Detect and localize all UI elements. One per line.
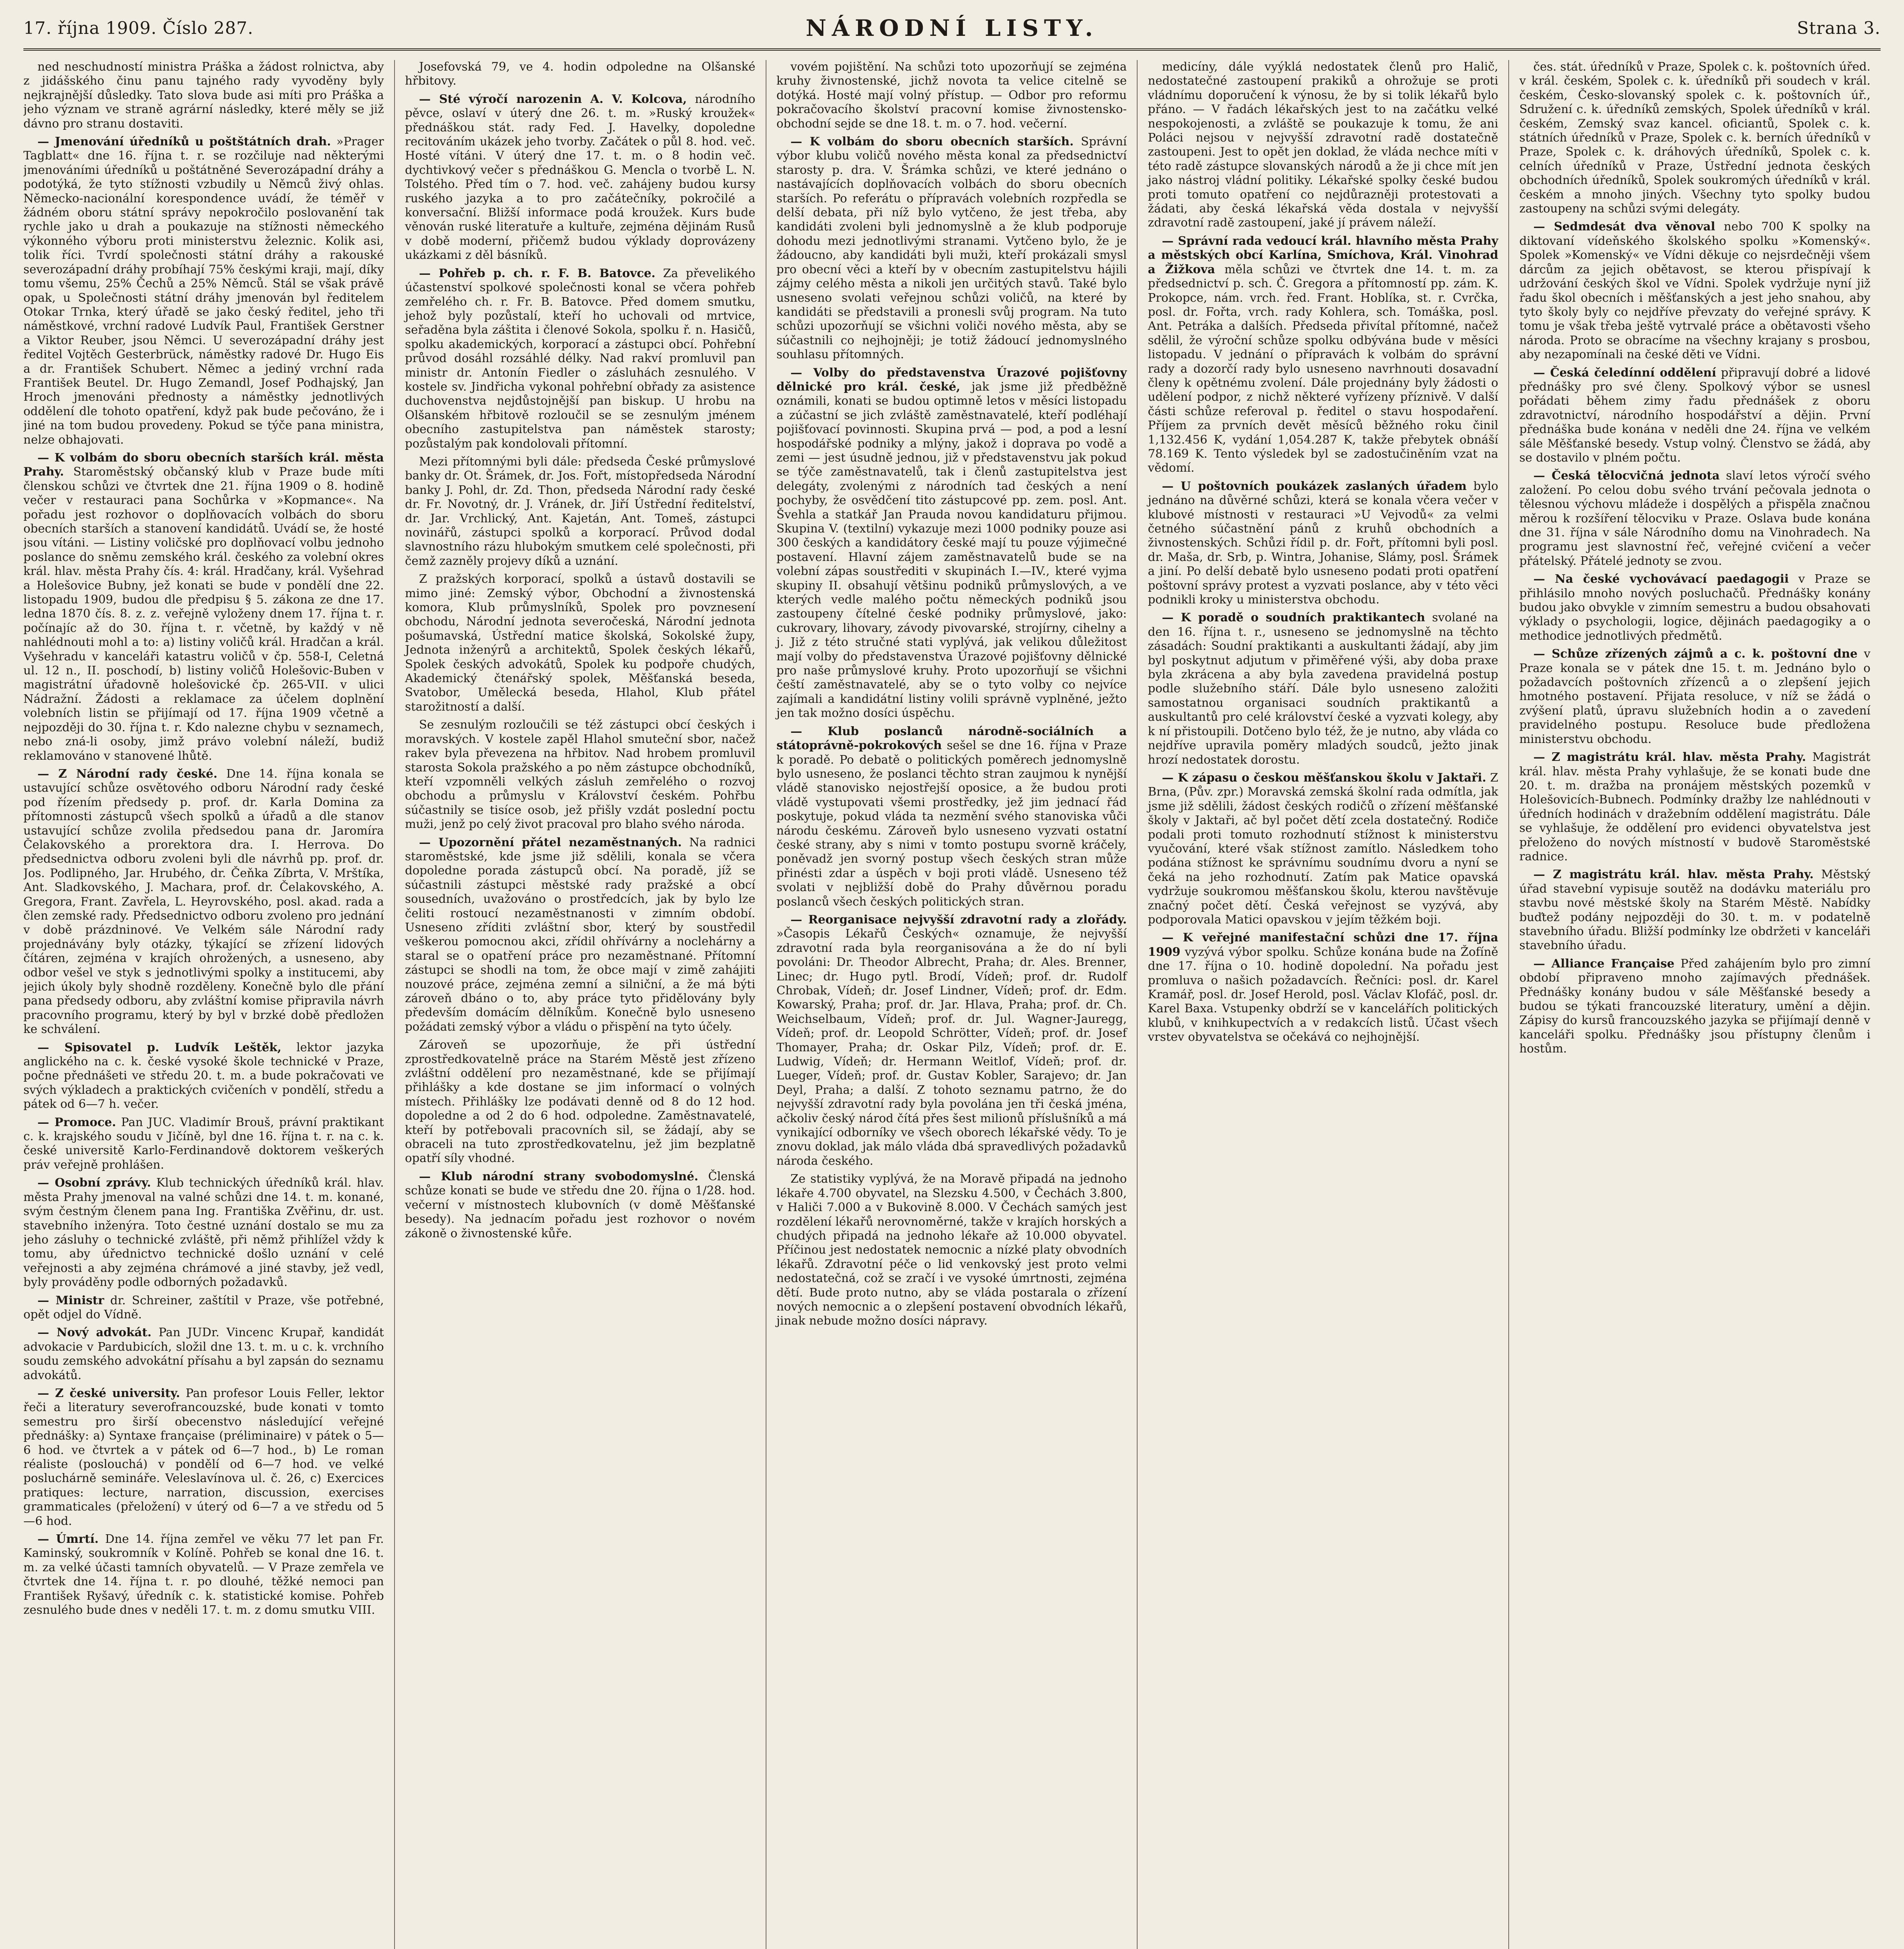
- article-paragraph: [1148, 611, 1498, 767]
- article-heading: — Pohřeb p. ch. r. F. B. Batovce.: [419, 266, 656, 280]
- article-body: národního pěvce, oslaví v úterý dne 26. t. m. »Ruský kroužek« přednáškou stát. rady Fed. J. Havelky, dopoledne recitováním ukázek jeho tvorby. Začátek o půl 8. hod. več. Hosté vítáni. V úterý dne 17. t. m. o 8 hodin več. dychtivkový večer s přednáškou G. Mencla o tvorbě L. N. Tolstého. Před tím o 7. hod. več. zahájeny budou kursy ruského jazyka a to pro začátečníky, pokročilé a konversační. Bližší informace podá kroužek. Kurs bude věnován ruské literatuře a kultuře, zejména dějinám Rusů v době moderní, přičemž budou výklady doprovázeny ukázkami z děl básníků.: [405, 92, 756, 262]
- article: [23, 1294, 384, 1322]
- article-heading: — Česká tělocvičná jednota: [1533, 469, 1720, 483]
- article-paragraph: [1519, 868, 1870, 953]
- article: [23, 451, 384, 763]
- article: [1519, 572, 1870, 643]
- article-heading: — Volby do představenstva Úrazové pojišťovny dělnické pro král. české,: [776, 366, 1127, 394]
- article-body: Ze statistiky vyplývá, že na Moravě připadá na jednoho lékaře 4.700 obyvatel, na Slezsku 4.500, v Čechách 3.800, v Haliči 7.000 a v Bukovině 8.000. V Čechách samých jest rozdělení lékařů nerovnoměrné, takže v krajích horských a chudých připadá na jednoho lékaře až 10.000 obyvatel. Příčinou jest nedostatek nemocnic a nízké platy obvodních lékařů. Zdravotní péče o lid venkovský jest proto velmi nedostatečná, což se zračí i ve vysoké úmrtnosti, zejména dětí. Bude proto nutno, aby se vláda postarala o zřízení nových nemocnic a o zlepšení postavení obvodních lékařů, jinak nebude možno dosíci nápravy.: [776, 1172, 1127, 1328]
- article-heading: — K veřejné manifestační schůzi dne 17. října 1909: [1148, 931, 1499, 959]
- article-body: vyzývá výbor spolku. Schůze konána bude na Žofíně dne 17. října o 10. hodině dopolední. Na pořadu jest promluva o našich požadavcích. Řečníci: posl. dr. Karel Kramář, posl. dr. Josef Herold, posl. Václav Klofáč, posl. dr. Karel Baxa. Vstupenky obdrží se v kancelářích politických klubů, v knihkupectvích a v redakcích listů. Účast všech vrstev obyvatelstva se očekává co nejhojnější.: [1148, 945, 1499, 1044]
- article-body: slaví letos výročí svého založení. Po celou dobu svého trvání pečovala jednota o tělesnou výchovu mládeže i dospělých a přispěla značnou měrou k rozšíření tělocviku v Praze. Oslava bude konána dne 31. října v sále Národního domu na Vinohradech. Na programu jest slavnostní řeč, veřejné cvičení a večer přátelský. Přátelé jednoty se zvou.: [1519, 469, 1870, 568]
- article: [405, 836, 756, 1035]
- article: [1148, 479, 1498, 607]
- article: [1519, 469, 1870, 568]
- article: [405, 1170, 756, 1241]
- article-body: »Časopis Lékařů Českých« oznamuje, že nejvyšší zdravotní rada byla reorganisována a že do ní byli povoláni: Dr. Theodor Albrecht, Praha; dr. Ales. Brenner, Linec; dr. Hugo pytl. Brodí, Vídeň; prof. dr. Rudolf Chrobak, Vídeň; dr. Josef Lindner, Vídeň; prof. dr. Edm. Kowarský, Praha; prof. dr. Jar. Hlava, Praha; prof. dr. Ch. Weichselbaum, Vídeň; prof. dr. Jul. Wagner-Jauregg, Vídeň; prof. dr. Leopold Schrötter, Vídeň; prof. dr. Josef Thomayer, Praha; dr. Oskar Pilz, Vídeň; prof. dr. E. Ludwig, Vídeň; dr. Hermann Weitlof, Vídeň; prof. dr. Lueger, Vídeň; prof. dr. Gustav Kobler, Sarajevo; dr. Jan Deyl, Praha; a další. Z tohoto seznamu patrno, že do nejvyšší zdravotní rady byla povolána jen tři česká jména, ačkoliv český národ čítá přes šest milionů příslušníků a má vynikající odborníky ve všech oborech lékařské vědy. To je znovu doklad, jak málo vláda dbá spravedlivých požadavků národa českého.: [776, 927, 1127, 1168]
- article: [23, 60, 384, 131]
- article: [405, 60, 756, 88]
- article-paragraph: [777, 913, 1127, 1168]
- article: [23, 1387, 384, 1528]
- article-heading: — K zápasu o českou měšťanskou školu v Jaktaři.: [1162, 771, 1486, 785]
- article-heading: — Spisovatel p. Ludvík Leštěk,: [37, 1040, 281, 1054]
- article-body: čes. stát. úředníků v Praze, Spolek c. k. poštovních úřed. v král. českém, Spolek c. k. úředníků při soudech v král. českém, Česko-slovanský spolek c. k. poštovních úř., Sdružení c. k. úředníků zemských, Spolek úředníků v král. českém, Zemský svaz kancel. oficiantů, Spolek c. k. státních úředníků v Praze, Spolek c. k. berních úředníků v Praze, Spolek c. k. dráhových úředníků, Spolek c. k. celních úředníků v Praze, Ústřední jednota českých obchodních úředníků, Spolek soukromých úředníků v král. českém a mnoho jiných. Všechny tyto spolky budou zastoupeny na schůzi svými delegáty.: [1519, 60, 1870, 216]
- article: [405, 718, 756, 831]
- article-paragraph: [1148, 479, 1498, 607]
- article-paragraph: [23, 451, 384, 763]
- article-body: Klub technických úředníků král. hlav. města Prahy jmenoval na valné schůzi dne 14. t. m. konané, svým čestným členem pana Ing. Františka Zvěřinu, dr. ust. stavebního inženýra. Toto čestné uznání dostalo se mu za jeho zásluhy o technické zvláště, při němž přihlížel vždy k tomu, aby úřednictvo technické došlo uznání v celé veřejnosti a aby zejména chrámové a jiné stavby, jež vedl, byly prováděny podle odborných požadavků.: [23, 1176, 384, 1289]
- article-paragraph: [23, 1294, 384, 1322]
- article-body: Se zesnulým rozloučili se též zástupci obcí českých i moravských. V kostele zapěl Hlahol smuteční sbor, načež rakev byla převezena na hřbitov. Nad hrobem promluvil starosta Sokola pražského a po něm zástupce obchodníků, kteří vzpomněli velkých zásluh zemřelého o rozvoj obchodu a průmyslu v Království českém. Pohřbu súčastnily se tisíce osob, jež přišly vzdát poslední poctu muži, jenž po celý život pracoval pro blaho svého národa.: [405, 718, 756, 831]
- article-heading: — Schůze zřízených zájmů a c. k. poštovní dne: [1533, 647, 1858, 661]
- article: [405, 92, 756, 263]
- article: [23, 1041, 384, 1112]
- article-body: Za převelikého účastenství spolkové společnosti konal se včera pohřeb zemřelého ch. r. Fr. B. Batovce. Před domem smutku, jehož byly pozůstalí, kteří ho uchovali od mrtvice, seřaděna byla záštita i členové Sokola, spolku ř. n. Hasičů, spolku akademických, korporací a zástupci obcí. Pohřební průvod dosáhl rozsáhlé délky. Nad rakví promluvil pan ministr dr. Antonín Fiedler o zásluhách zesnulého. V kostele sv. Jindřicha vykonal pohřební obřady za asistence duchovenstva nejdůstojnější pan biskup. U hrobu na Olšanském hřbitově rozloučil se se zesnulým jménem obecního zastupitelstva pan náměstek starosty; pozůstalým pak kondolovali přítomní.: [405, 266, 756, 451]
- article: [1519, 60, 1870, 216]
- article: [1519, 366, 1870, 465]
- article-body: lektor jazyka anglického na c. k. české vysoké škole technické v Praze, počne přednášeti ve středu 20. t. m. a bude pokračovati ve svých výkladech a praktických cvičeních v pondělí, středu a pátek od 6—7 h. večer.: [23, 1040, 384, 1111]
- article-heading: — Klub národní strany svobodomyslné.: [419, 1169, 699, 1183]
- article-heading: — U poštovních poukázek zaslaných úřadem: [1162, 479, 1467, 493]
- article-heading: — K poradě o soudních praktikantech: [1162, 611, 1425, 625]
- article-paragraph: [23, 60, 384, 131]
- article-heading: — Ministr: [37, 1293, 104, 1307]
- page-number: Strana 3.: [1797, 18, 1881, 38]
- article-body: měla schůzi ve čtvrtek dne 14. t. m. za předsednictví p. sch. Č. Gregora a přítomností pp. zám. K. Prokopce, nám. vrch. řed. Frant. Hoblíka, st. r. Cvrčka, posl. dr. Fořta, vrch. rady Kohlera, sch. Tomáška, posl. Ant. Petráka a dalších. Předseda přivítal přítomné, načež sdělil, že výroční schůze spolku odbývána bude v měsíci listopadu. V jednání o přípravách k volbám do správní rady a dozorčí rady bylo usneseno navrhnouti dosavadní členy k opětnému zvolení. Dále projednány byly žádosti o udělení podpor, z nichž některé vyřízeny příznivě. V další části schůze referoval p. ředitel o stavu hospodaření. Příjem za prvních devět měsíců běžného roku činil 1,132.456 K, vydání 1,054.287 K, takže přebytek obnáší 78.169 K. Tento výsledek byl se zadostučiněním vzat na vědomí.: [1148, 262, 1499, 475]
- article-body: ned neschudností ministra Práška a žádost rolnictva, aby z jidášského činu panu tajného rady vyvoděny byly nejkrajnější důsledky. Tato slova bude asi míti pro Práška a jeho význam ve straně agrární následky, které měly se již dávno pro stranu dostaviti.: [23, 60, 384, 131]
- article-body: připravují dobré a lidové přednášky pro své členy. Spolkový výbor se usnesl pořádati během zimy řadu přednášek z oboru zdravotnictví, národního hospodářství a dějin. První přednáška bude konána v neděli dne 24. října ve velkém sále Měšťanské besedy. Vstup volný. Členstvo se žádá, aby se dostavilo v plném počtu.: [1519, 366, 1870, 465]
- article-paragraph: [1519, 366, 1870, 465]
- article-heading: — Na české vychovávací paedagogii: [1533, 572, 1789, 586]
- column-3: [766, 60, 1138, 1949]
- article: [23, 1176, 384, 1289]
- article-paragraph: [23, 1176, 384, 1289]
- article-body: vovém pojištění. Na schůzi toto upozorňují se zejména kruhy živnostenské, jichž novota ta velice citelně se dotýká. Hosté mají volný přístup. — Odbor pro reformu pokračovacího školství pracovní komise živnostensko-obchodní sejde se dne 18. t. m. o 7. hod. večerní.: [776, 60, 1127, 131]
- article-paragraph: [777, 725, 1127, 909]
- article-heading: — Reorganisace nejvyšší zdravotní rady a zlořády.: [790, 913, 1127, 927]
- article-paragraph: [1148, 771, 1498, 927]
- article: [777, 135, 1127, 362]
- article-paragraph: [1519, 469, 1870, 568]
- column-5: [1509, 60, 1881, 1949]
- article-paragraph: [1519, 60, 1870, 216]
- article-paragraph: [405, 92, 756, 263]
- article: [1519, 868, 1870, 953]
- article-paragraph: [405, 1170, 756, 1241]
- article: [777, 60, 1127, 131]
- article: [1148, 931, 1498, 1044]
- article: [23, 1326, 384, 1383]
- article: [1148, 771, 1498, 927]
- article-paragraph: [1519, 220, 1870, 362]
- article-heading: — Jmenování úředníků u poštštátních drah.: [37, 135, 331, 149]
- masthead: [23, 0, 1881, 51]
- article-body: jak jsme již předběžně oznámili, konati se budou optimně letos v měsíci listopadu a zúčastní se jich zvláště zaměstnavatelé, kteří podléhají pojišťovací povinnosti. Skupina prvá — pod, a pod a lesní hospodářské podniky a mlýny, jakož i doprava po vodě a zemi — jest úsudně jednou, již v představenstvu jak pokud se týče zaměstnavatelů, tak i členů zastupitelstva jest delegáty, zvolenými z národních tad českých a není pochyby, že osvědčení tito zástupcové pp. zem. posl. Ant. Švehla a statkář Jan Prauda novou kandidaturu přijmou. Skupina V. (textilní) vykazuje mezi 1000 podniky pouze asi 300 českých a kandidátory české mají tu pouze výjimečné postavení. Hlavní zájem zaměstnavatelů bude se na volební zápas soustřediti v skupinách I.—IV., které vyjma skupiny II. obsahují většinu podniků průmyslových, a ve kterých vedle malého počtu německých podniků jsou zastoupeny čítelné české podniky průmyslové, jako: cukrovary, lihovary, závody pivovarské, strojírny, cihelny a j. Již z této stručné stati vyplývá, jak velikou důležitost mají volby do představenstva Úrazové pojišťovny dělnické pro naše průmyslové kruhy. Proto upozorňují se všichni čeští zaměstnavatelé, aby se o tyto volby co nejvíce zajímali a kandidátní listiny volili správně vyplněné, ježto jen tak možno dosíci úspěchu.: [776, 380, 1127, 720]
- article-body: Správní výbor klubu voličů nového města konal za předsednictví starosty p. dra. V. Šrámka schůzi, ve které jednáno o nastávajících doplňovacích volbách do sboru obecních starších. Po referátu o přípravách volebních rozpředla se delší debata, při níž bylo vytčeno, že jest třeba, aby kandidáti zvoleni byli jednomyslně a že klub podporuje dohodu mezi jednotlivými stranami. Vytčeno bylo, že je žádoucno, aby kandidáti byli muži, kteří prokázali smysl pro obecní věci a kteří by v obecním zastupitelstvu hájili zájmy celého města a nikoli jen určitých stavů. Také bylo usneseno svolati veřejnou schůzi voličů, na které by kandidáti se představili a pronesli svůj program. Na tuto schůzi upozorňují se všichni voliči nového města, aby se súčastnili co nejhojněji; je totiž žádoucí jednomyslného souhlasu přítomných.: [776, 135, 1127, 362]
- article-paragraph: [777, 135, 1127, 362]
- article: [1519, 647, 1870, 746]
- article-body: sešel se dne 16. října v Praze k poradě. Po debatě o politických poměrech jednomyslně bylo usneseno, že poslanci těchto stran zaujmou k nynější vládě stanovisko nejostřejší oposice, a že budou proti vládě vystupovati všemi prostředky, jež jim jednací řád poskytuje, pokud vláda ta nezmění svého stanoviska vůči národu českému. Zároveň bylo usneseno vyzvati ostatní české strany, aby s nimi v tomto postupu svorně kráčely, poněvadž jen svorný postup všech českých stran může přinésti zdar a úspěch v boji proti vládě. Usneseno též svolati v nejbližší době do Prahy důvěrnou poradu poslanců všech českých politických stran.: [776, 739, 1127, 909]
- article-paragraph: [777, 60, 1127, 131]
- article-paragraph: [1148, 234, 1498, 476]
- article-paragraph: [405, 60, 756, 88]
- article-body: Pan profesor Louis Feller, lektor řeči a literatury severofrancouzské, bude konati v tomto semestru pro širší obecenstvo následující veřejné přednášky: a) Syntaxe française (préliminaire) v pátek o 5—6 hod. ve čtvrtek a v pátek od 6—7 hod., b) Le roman réaliste (poslouchá) v pondělí od 6—7 hod. ve velké posluchárně semináře. Veleslavínova ul. č. 26, c) Exercices pratiques: lecture, narration, discussion, exercises grammaticales (přeložení) v úterý od 6—7 a ve středu od 5—6 hod.: [23, 1386, 384, 1528]
- article-heading: — Z magistrátu král. hlav. města Prahy.: [1533, 868, 1814, 882]
- article-paragraph: [23, 1387, 384, 1528]
- article-paragraph: [405, 572, 756, 714]
- article-body: Dne 14. října zemřel ve věku 77 let pan Fr. Kaminský, soukromník v Kolíně. Pohřeb se konal dne 16. t. m. za velké účasti tamních obyvatelů. — V Praze zemřela ve čtvrtek dne 14. října t. r. po dlouhé, těžké nemoci pan František Ryšavý, úředník c. k. statistické komise. Pohřeb zesnulého bude dnes v neděli 17. t. m. z domu smutku VIII.: [23, 1532, 384, 1617]
- article-paragraph: [23, 1326, 384, 1383]
- article-body: Pan JUC. Vladimír Brouš, právní praktikant c. k. krajského soudu v Jičíně, byl dne 16. října t. r. na c. k. české universitě Karlo-Ferdinandově doktorem veškerých práv veřejně prohlášen.: [23, 1115, 384, 1172]
- issue-date: 17. října 1909. Číslo 287.: [23, 18, 254, 38]
- article-paragraph: [23, 1116, 384, 1173]
- article-paragraph: [1519, 572, 1870, 643]
- article-heading: — K volbám do sboru obecních starších král. města Prahy.: [23, 451, 384, 479]
- article: [23, 767, 384, 1037]
- article-body: medicíny, dále vyýklá nedostatek členů pro Halič, nedostatečné zastoupení prakiků a ohrožuje se proti vládnímu doporučení k výnosu, že by si tolik lékařů bylo přáno. — V řadách lékařských jest to na začátku velké nespokojenosti, a zvláště se poukazuje k tomu, že ani Poláci nejsou v nejvyšší zdravotní radě dostatečně zastoupeni. Jest to opět jen doklad, že vláda nechce míti v této radě zástupce slovanských národů a že ji chce mít jen jako nástroj vládní politiky. Lékařské spolky české budou proti tomuto opatření co nejdůrazněji protestovati a žádati, aby česká lékařská věda dostala v nejvyšší zdravotní radě zastoupení, jaké jí právem náleží.: [1148, 60, 1499, 230]
- article: [1519, 220, 1870, 362]
- article-body: Členská schůze konati se bude ve středu dne 20. října o 1/28. hod. večerní v místnostech klubovních (v domě Měšťanské besedy). Na jednacím pořadu jest rozhovor o novém zákoně o živnostenské kůře.: [405, 1169, 756, 1240]
- article: [23, 135, 384, 447]
- article: [1519, 750, 1870, 864]
- article-heading: — Z české university.: [37, 1386, 180, 1400]
- article-body: Mezi přítomnými byli dále: předseda České průmyslové banky dr. Ot. Šrámek, dr. Jos. Fořt, místopředseda Národní banky J. Pohl, dr. Zd. Thon, předseda Národní rady české dr. Fr. Novotný, dr. J. Vránek, dr. Jiří Ústřední ředitelství, dr. Jar. Vrchlický, Ant. Kajetán, Ant. Tomeš, zástupci novinářů, zástupci spolků a korporací. Průvod dodal slavnostního rázu hlubokým smutkem celé společnosti, při čemž zazněly projevy díků a uznání.: [405, 455, 756, 568]
- article: [777, 913, 1127, 1168]
- article-body: Zároveň se upozorňuje, že při ústřední zprostředkovatelně práce na Starém Městě jest zřízeno zvláštní oddělení pro nezaměstnané, kde se přijímají přihlášky a kde dostane se jim informací o volných místech. Přihlášky lze podávati denně od 8 do 12 hod. dopoledne a od 2 do 6 hod. odpoledne. Zaměstnavatelé, kteří by potřebovali pracovních sil, se žádají, aby se obraceli na tuto zprostředkovatelnu, jež jim bezplatně opatří síly vhodné.: [405, 1038, 756, 1166]
- article-heading: — Nový advokát.: [37, 1326, 152, 1340]
- article-paragraph: [1148, 931, 1498, 1044]
- article-paragraph: [777, 366, 1127, 721]
- article-paragraph: [405, 718, 756, 831]
- article-heading: — Osobní zprávy.: [37, 1176, 151, 1190]
- article-body: Magistrát král. hlav. města Prahy vyhlašuje, že se konati bude dne 20. t. m. dražba na pronájem městských pozemků v Holešovicích-Bubnech. Podmínky dražby lze nahlédnouti v úředních hodinách v dražebním oddělení magistrátu. Dále se vyhlašuje, že oddělení pro evidenci obyvatelstva jest přeloženo do nových místností v budově Staroměstské radnice.: [1519, 750, 1870, 863]
- article-paragraph: [405, 836, 756, 1035]
- article-heading: — K volbám do sboru obecních starších.: [790, 135, 1074, 149]
- text-columns: [23, 60, 1881, 1949]
- article: [1519, 957, 1870, 1056]
- article: [777, 725, 1127, 909]
- article-heading: — Správní rada vedoucí král. hlavního města Prahy a městských obcí Karlína, Smíchova, Král. Vinohrad a Žižkova: [1148, 234, 1499, 276]
- article-body: v Praze konala se v pátek dne 15. t. m. Jednáno bylo o požadavcích poštovních zřízenců a o zlepšení jejich hmotného postavení. Přijata resoluce, v níž se žádá o zvýšení platů, úpravu služebních hodin a o zavedení pravidelného postupu. Resoluce bude předložena ministerstvu obchodu.: [1519, 647, 1870, 746]
- article-body: »Prager Tagblatt« dne 16. října t. r. se rozčiluje nad některými jmenováními úředníků u poštátněné Severozápadní dráhy a podotýká, že tyto stížnosti vzbudily u Němců živý ohlas. Německo-nacionální korespondence uvádí, že téměř v žádném oboru státní správy nepokročilo poslovanění tak rychle jako u drah a poukazuje na stížnosti německého výkonného výboru proti ministerstvu železnic. Kolik asi, tolik říci. Tvrdí společnosti státní dráhy a rakouské severozápadní dráhy probíhají 75% českými kraji, mají, díky tomu všemu, 25% Čechů a 25% Němců. Stál se však právě opak, u Společnosti státní dráhy jmenován byl ředitelem Otokar Trnka, který úřadě se jako český ředitel, jeho tři náměstkové, vrchní radové Ludvík Paul, František Gerstner a Viktor Reuber, jsou Němci. U severozápadní dráhy jest ředitel Vojtěch Gesterbrück, náměstky radové Dr. Hugo Eis a dr. František Schubert. Němec a jediný vrchní rada František Beutel. Dr. Hugo Zemandl, Josef Podhajský, Jan Hroch jmenováni přednosty a náměstky jednotlivých oddělení dle tohoto opatření, když pak bude pečováno, že i jiné na tom budou provedeny. Pokud se týče pana ministra, nelze obhajovati.: [23, 135, 384, 447]
- newspaper-title: NÁRODNÍ LISTY.: [805, 15, 1099, 41]
- article-paragraph: [405, 455, 756, 568]
- article-paragraph: [23, 1041, 384, 1112]
- article-body: Z Brna, (Pův. zpr.) Moravská zemská školní rada odmítla, jak jsme již sdělili, žádost českých rodičů o zřízení měšťanské školy v Jaktaři, ač byl počet dětí zcela dostatečný. Rodiče podali proti tomuto rozhodnutí stížnost k ministerstvu vyučování, které však stížnost zamítlo. Následkem toho podána stížnost ke správnímu soudnímu dvoru a nyní se čeká na jeho rozhodnutí. Zatím pak Matice opavská vydržuje soukromou měšťanskou školu, kterou navštěvuje značný počet dětí. Česká veřejnost se vyzývá, aby podporovala Matici opavskou v jejím těžkém boji.: [1148, 771, 1499, 927]
- article-body: Městský úřad stavební vypisuje soutěž na dodávku materiálu pro stavbu nové městské školy na Starém Městě. Nabídky buďtež podány nejpozději do 30. t. m. v podatelně stavebního úřadu. Bližší podmínky lze obdržeti v kanceláři stavebního úřadu.: [1519, 868, 1870, 953]
- article: [405, 572, 756, 714]
- article-body: nebo 700 K spolky na diktovaní vídeňského školského spolku »Komenský«. Spolek »Komenský« ve Vídni děkuje co nejsrdečněji všem dárcům za jejich obětavost, se kterou přispívají k udržování českých škol ve Vídni. Spolek vydržuje nyní již řadu škol obecních i měšťanských a jest jeho snahou, aby tyto školy byly co nejdříve převzaty do veřejné správy. K tomu je však třeba ještě vytrvalé práce a obětavosti všeho národa. Proto se obracíme na všechny krajany s prosbou, aby nezapomínali na české děti ve Vídni.: [1519, 220, 1870, 362]
- article-heading: — Úmrtí.: [37, 1532, 99, 1546]
- column-4: [1138, 60, 1509, 1949]
- article-body: svolané na den 16. října t. r., usneseno se jednomyslně na těchto zásadách: Soudní praktikanti a auskultanti žádají, aby jim byl poskytnut adjutum v přiměřené výši, aby doba praxe byla zkrácena a aby byla zavedena pravidelná postup podle služebního stáří. Dále bylo usneseno založiti samostatnou organisaci soudních praktikantů a auskultantů pro celé království české a vyzvati kolegy, aby k ní přistoupili. Dotčeno bylo též, že je nutno, aby vláda co nejdříve upravila poměry mladých soudců, ježto jinak hrozí nedostatek dorostu.: [1148, 611, 1499, 767]
- article-paragraph: [1519, 750, 1870, 864]
- article-body: Na radnici staroměstské, kde jsme již sdělili, konala se včera dopoledne porada zástupců obcí. Na poradě, jíž se súčastnili zástupci městské rady pražské a obcí sousedních, uvažováno o prostředcích, jak by bylo lze čeliti rostoucí nezaměstnanosti v zimním období. Usneseno zříditi zvláštní sbor, který by soustředil veškerou pomocnou akci, zřídil ohřívárny a noclehárny a staral se o opatření práce pro nezaměstnané. Přítomní zástupci se shodli na tom, že obce mají v zimě zahájiti nouzové práce, zejména zemní a silniční, a že má býti zároveň dbáno o to, aby práce tyto přidělovány byly především domácím dělníkům. Konečně bylo usneseno požádati zemský výbor a vládu o přispění na tyto účely.: [405, 835, 756, 1034]
- article-paragraph: [23, 767, 384, 1037]
- article-heading: — Alliance Française: [1533, 957, 1675, 971]
- article: [405, 267, 756, 451]
- article-body: Před zahájením bylo pro zimní období připraveno mnoho zajímavých přednášek. Přednášky konány budou v sále Měšťanské besedy a budou se týkati francouzské literatury, umění a dějin. Zápisy do kursů francouzského jazyka se přijímají denně v kanceláři spolku. Přednášky jsou přístupny členům i hostům.: [1519, 957, 1870, 1056]
- article: [777, 1172, 1127, 1328]
- article-heading: — Promoce.: [37, 1115, 116, 1129]
- article: [1148, 611, 1498, 767]
- article-body: bylo jednáno na důvěrné schůzi, která se konala včera večer v klubové místnosti v restauraci »U Vejvodů« za velmi četného súčastnění pánů z kruhů obchodních a živnostenských. Schůzi řídil p. dr. Fořt, přítomni byli posl. dr. Maša, dr. Srb, p. Wintra, Johanise, Slámy, posl. Šrámek a jiní. Po delší debatě bylo usneseno podati proti opatření poštovní správy protest a vyzvati poslance, aby v této věci podnikli kroky u ministerstva obchodu.: [1148, 479, 1499, 607]
- article-paragraph: [23, 135, 384, 447]
- article-paragraph: [23, 1532, 384, 1617]
- article-paragraph: [777, 1172, 1127, 1328]
- article-body: Josefovská 79, ve 4. hodin odpoledne na Olšanské hřbitovy.: [405, 60, 756, 88]
- article-body: Staroměstský občanský klub v Praze bude míti členskou schůzi ve čtvrtek dne 21. října 1909 o 8. hodině večer v restauraci pana Sochůrka v »Kopmance«. Na pořadu jest rozhovor o doplňovacích volbách do sboru obecních starších a stanovení kandidátů. Uvádí se, že hosté jsou vítáni. — Listiny voličské pro doplňovací volbu jednoho poslance do sněmu zemského král. českého za volební okres král. hlav. města Prahy čís. 4: král. Hradčany, král. Vyšehrad a Holešovice Bubny, jež konati se bude v pondělí dne 22. listopadu 1909, budou dle předpisu § 5. zákona ze dne 17. ledna 1870 čís. 8. z. z. veřejně vyloženy dnem 17. října t. r. počínajíc až do 30. října t. r. včetně, by každý v ně nahlédnouti mohl a to: a) listiny voličů král. Hradčan a král. Vyšehradu v kanceláři katastru voličů v čp. 558-I, Celetná ul. 12 n., II. poschodí, b) listiny voličů Holešovic-Buben v magistrátní úřadovně holešovické čp. 265-VII. v ulici Nádražní. Žádosti a reklamace za účelem doplnění volebních listin se přijímají od 17. října 1909 včetně a nejpozději do 30. října t. r. Kdo nalezne chybu v seznamech, nebo zná-li osoby, jimž právo volební náleží, budiž reklamováno v stanovené lhůtě.: [23, 465, 384, 763]
- article-paragraph: [405, 267, 756, 451]
- column-2: [395, 60, 766, 1949]
- article: [405, 1038, 756, 1166]
- article-paragraph: [1519, 647, 1870, 746]
- article-body: v Praze se přihlásilo mnoho nových posluchačů. Přednášky konány budou jako obvykle v zimním semestru a budou obsahovati výklady o psychologii, logice, dějinách paedagogiky a o methodice jednotlivých předmětů.: [1519, 572, 1870, 643]
- article-body: dr. Schreiner, zaštítil v Praze, vše potřebné, opět odjel do Vídně.: [23, 1293, 384, 1321]
- article: [23, 1116, 384, 1173]
- article: [23, 1532, 384, 1617]
- article-heading: — Sté výročí narozenin A. V. Kolcova,: [419, 92, 687, 106]
- article: [1148, 60, 1498, 230]
- article-heading: — Sedmdesát dva věnoval: [1533, 220, 1715, 234]
- article-heading: — Klub poslanců národně-sociálních a státoprávně-pokrokových: [776, 724, 1127, 753]
- article-heading: — Upozornění přátel nezaměstnaných.: [419, 835, 682, 849]
- article-paragraph: [1148, 60, 1498, 230]
- article-paragraph: [1519, 957, 1870, 1056]
- column-1: [23, 60, 395, 1949]
- article-body: Dne 14. října konala se ustavující schůze osvětového odboru Národní rady české pod řízením předsedy p. prof. dr. Karla Domina za přítomnosti zástupců všech spolků a úřadů a dle stanov ustavující schůze zvolila předsedou pana dr. Jaromíra Čelakovského a prorektora dra. I. Herrova. Do předsednictva odboru zvoleni byli dle návrhů pp. prof. dr. Jos. Podlipného, Jar. Hrubého, dr. Čeňka Zíbrta, V. Mrštíka, Ant. Sladkovského, J. Machara, prof. dr. Čelakovského, A. Gregora, Frant. Zavřela, L. Heyrovského, posl. akad. rada a člen zemské rady. Předsednictvo odboru zvoleno pro jednání v době prázdninové. Ve Velkém sále Národní rady projednávány byly otázky, týkající se zřízení lidových čítáren, zejména v krajích ohrožených, a usneseno, aby odbor vešel ve styk s jednotlivými spolky a institucemi, aby jejich úkoly byly shodně rozděleny. Konečně bylo dle přání pana předsedy odboru, aby zvláštní komise připravila návrh pracovního programu, který by byl v brzké době předložen ke schválení.: [23, 767, 384, 1036]
- article: [405, 455, 756, 568]
- article-paragraph: [405, 1038, 756, 1166]
- article: [1148, 234, 1498, 476]
- article: [777, 366, 1127, 721]
- article-heading: — Z magistrátu král. hlav. města Prahy.: [1533, 750, 1806, 764]
- article-body: Z pražských korporací, spolků a ústavů dostavili se mimo jiné: Zemský výbor, Obchodní a živnostenská komora, Klub průmyslníků, Spolek pro povznesení obchodu, Národní jednota severočeská, Národní jednota pošumavská, Ústřední matice školská, Sokolské župy, Jednota inženýrů a architektů, Spolek českých lékařů, Spolek českých advokátů, Spolek ku podpoře chudých, Akademický čtenářský spolek, Měšťanská beseda, Svatobor, Umělecká beseda, Hlahol, Klub přátel starožitností a další.: [405, 572, 756, 714]
- article-body: Pan JUDr. Vincenc Krupař, kandidát advokacie v Pardubicích, složil dne 13. t. m. u c. k. vrchního soudu zemského advokátní přísahu a byl zapsán do seznamu advokátů.: [23, 1326, 384, 1382]
- article-heading: — Z Národní rady české.: [37, 767, 218, 781]
- article-heading: — Česká čeledínní oddělení: [1533, 366, 1716, 380]
